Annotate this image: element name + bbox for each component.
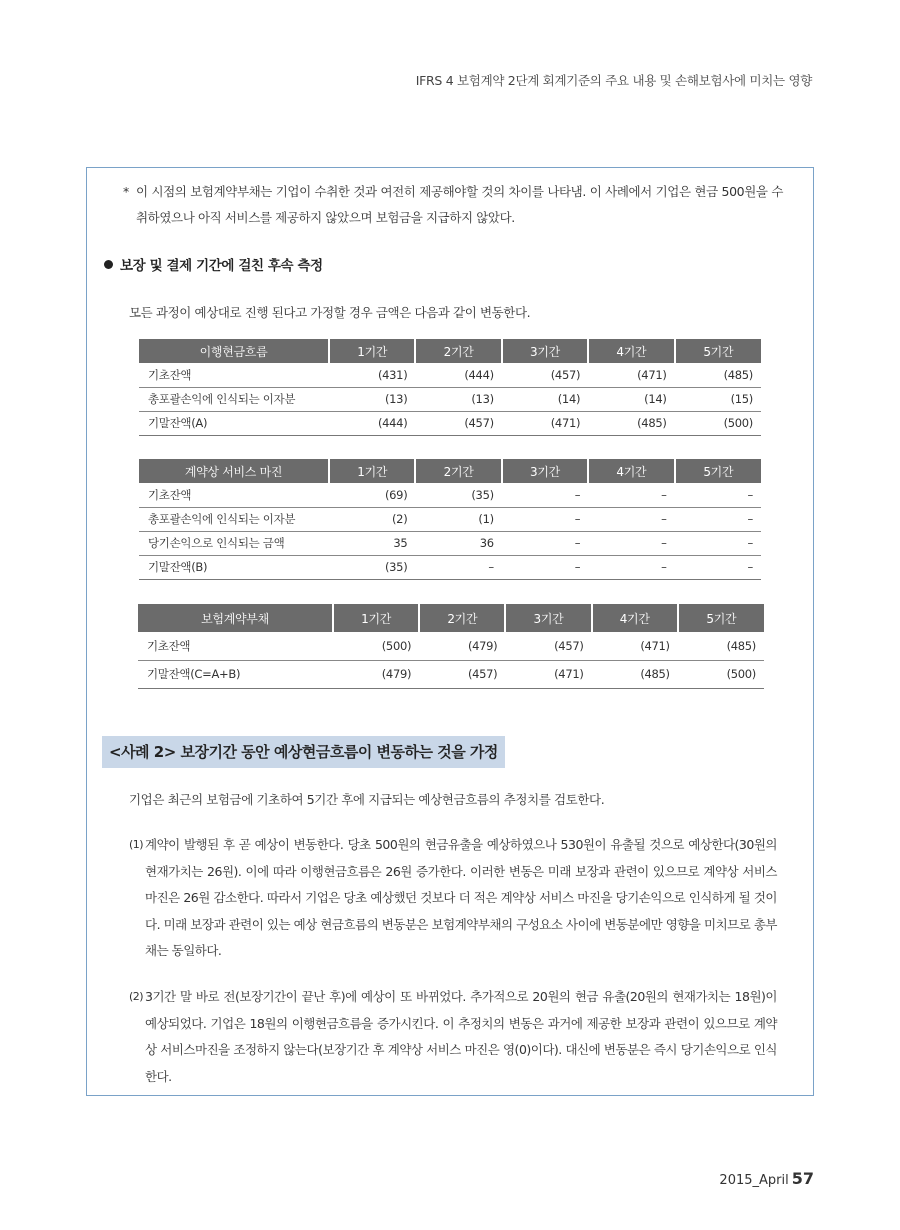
table-cell: (13) bbox=[415, 387, 501, 411]
table-cell: – bbox=[588, 531, 674, 555]
table-cell: (13) bbox=[329, 387, 415, 411]
table-cell: – bbox=[675, 483, 761, 507]
column-header: 3기간 bbox=[505, 604, 591, 632]
row-label: 기초잔액 bbox=[139, 483, 329, 507]
table-cell: (479) bbox=[333, 660, 419, 688]
table-row bbox=[139, 387, 761, 411]
table-cell: (444) bbox=[329, 411, 415, 435]
row-label: 총포괄손익에 인식되는 이자분 bbox=[139, 507, 329, 531]
row-label: 당기손익으로 인식되는 금액 bbox=[139, 531, 329, 555]
table-cell: – bbox=[675, 531, 761, 555]
running-header: IFRS 4 보험계약 2단계 회계기준의 주요 내용 및 손해보험사에 미치는 영향 bbox=[415, 73, 812, 88]
row-label: 기말잔액(C=A+B) bbox=[138, 660, 333, 688]
table-cell: (15) bbox=[675, 387, 761, 411]
column-header: 5기간 bbox=[675, 459, 761, 483]
column-header: 1기간 bbox=[333, 604, 419, 632]
column-header: 5기간 bbox=[678, 604, 764, 632]
table-cell: (485) bbox=[592, 660, 678, 688]
table-header-row bbox=[138, 604, 764, 632]
column-header: 4기간 bbox=[592, 604, 678, 632]
column-header: 3기간 bbox=[502, 459, 588, 483]
table-cell: – bbox=[415, 555, 501, 579]
table-header-row bbox=[139, 339, 761, 363]
table-cell: (471) bbox=[588, 363, 674, 387]
column-header: 4기간 bbox=[588, 339, 674, 363]
row-label: 총포괄손익에 인식되는 이자분 bbox=[139, 387, 329, 411]
table-cell: (479) bbox=[419, 632, 505, 660]
page-number: 57 bbox=[791, 1169, 814, 1188]
table-cell: (35) bbox=[329, 555, 415, 579]
column-header: 보험계약부채 bbox=[138, 604, 333, 632]
table-cell: (1) bbox=[415, 507, 501, 531]
table-cell: (457) bbox=[502, 363, 588, 387]
table-cell: (14) bbox=[502, 387, 588, 411]
table-cell: (500) bbox=[333, 632, 419, 660]
insurance-contract-liability-table bbox=[138, 604, 764, 689]
table-cell: – bbox=[675, 507, 761, 531]
table-cell: (69) bbox=[329, 483, 415, 507]
paragraph-text: 3기간 말 바로 전(보장기간이 끝난 후)에 예상이 또 바뀌었다. 추가적으로 20원의 현금 유출(20원의 현재가치는 18원)이 예상되었다. 기업은 18원의 이행현금흐름을 증가시킨다. 이 추정치의 변동은 과거에 제공한 보장과 관련이 있으므로 계약상 서비스마진을 조정하지 않는다(보장기간 후 계약상 서비스 마진은 영(0)이다). 대신에 변동분은 즉시 당기손익으로 인식한다. bbox=[145, 989, 777, 1084]
column-header: 계약상 서비스 마진 bbox=[139, 459, 329, 483]
table-cell: (485) bbox=[678, 632, 764, 660]
table-cell: (500) bbox=[678, 660, 764, 688]
table-cell: (35) bbox=[415, 483, 501, 507]
table-cell: (2) bbox=[329, 507, 415, 531]
row-label: 기초잔액 bbox=[139, 363, 329, 387]
table-cell: (444) bbox=[415, 363, 501, 387]
table-cell: (485) bbox=[588, 411, 674, 435]
table-cell: 36 bbox=[415, 531, 501, 555]
column-header: 1기간 bbox=[329, 459, 415, 483]
table-cell: (457) bbox=[415, 411, 501, 435]
table-row bbox=[139, 507, 761, 531]
table-cell: (471) bbox=[592, 632, 678, 660]
table-cell: (500) bbox=[675, 411, 761, 435]
row-label: 기초잔액 bbox=[138, 632, 333, 660]
table-cell: – bbox=[675, 555, 761, 579]
table-cell: (471) bbox=[505, 660, 591, 688]
table-cell: – bbox=[588, 555, 674, 579]
table-row bbox=[138, 632, 764, 660]
table-row bbox=[139, 363, 761, 387]
table-cell: – bbox=[502, 555, 588, 579]
bullet-icon bbox=[104, 260, 113, 269]
table-cell: (457) bbox=[419, 660, 505, 688]
table-row bbox=[139, 411, 761, 435]
row-label: 기말잔액(A) bbox=[139, 411, 329, 435]
table-cell: – bbox=[588, 507, 674, 531]
paragraph-number: (1) bbox=[129, 838, 144, 851]
case-2-paragraph-2 bbox=[129, 984, 777, 1090]
row-label: 기말잔액(B) bbox=[139, 555, 329, 579]
column-header: 5기간 bbox=[675, 339, 761, 363]
column-header: 이행현금흐름 bbox=[139, 339, 329, 363]
table-cell: – bbox=[502, 531, 588, 555]
table-cell: (485) bbox=[675, 363, 761, 387]
section-heading bbox=[104, 254, 323, 274]
column-header: 2기간 bbox=[419, 604, 505, 632]
case-2-title: <사례 2> 보장기간 동안 예상현금흐름이 변동하는 것을 가정 bbox=[102, 736, 505, 768]
paragraph-number: (2) bbox=[129, 990, 144, 1003]
column-header: 4기간 bbox=[588, 459, 674, 483]
column-header: 2기간 bbox=[415, 459, 501, 483]
table-cell: (431) bbox=[329, 363, 415, 387]
column-header: 2기간 bbox=[415, 339, 501, 363]
table-row bbox=[139, 483, 761, 507]
contractual-service-margin-table bbox=[139, 459, 761, 580]
table-cell: – bbox=[588, 483, 674, 507]
table-cell: (457) bbox=[505, 632, 591, 660]
table-row bbox=[139, 531, 761, 555]
table-row bbox=[139, 555, 761, 579]
paragraph-text: 계약이 발행된 후 곧 예상이 변동한다. 당초 500원의 현금유출을 예상하였으나 530원이 유출될 것으로 예상한다(30원의 현재가치는 26원). 이에 따라 이행현금흐름은 26원 증가한다. 이러한 변동은 미래 보장과 관련이 있으므로 계약상 서비스 마진은 26원 감소한다. 따라서 기업은 당초 예상했던 것보다 더 적은 계약상 서비스 마진을 당기손익으로 인식하게 될 것이다. 미래 보장과 관련이 있는 예상 현금흐름의 변동분은 보험계약부채의 구성요소 사이에 변동분에만 영향을 미치므로 총부채는 동일하다. bbox=[145, 837, 777, 958]
section-intro: 모든 과정이 예상대로 진행 된다고 가정할 경우 금액은 다음과 같이 변동한다. bbox=[129, 305, 531, 320]
table-cell: 35 bbox=[329, 531, 415, 555]
footnote-marker: * bbox=[123, 184, 129, 199]
case-2-paragraph-1 bbox=[129, 832, 777, 965]
table-row bbox=[138, 660, 764, 688]
page-footer bbox=[719, 1169, 814, 1188]
section-heading-text: 보장 및 결제 기간에 걸친 후속 측정 bbox=[120, 258, 323, 274]
table-cell: – bbox=[502, 507, 588, 531]
column-header: 1기간 bbox=[329, 339, 415, 363]
table-header-row bbox=[139, 459, 761, 483]
case-2-intro: 기업은 최근의 보험금에 기초하여 5기간 후에 지급되는 예상현금흐름의 추정치를 검토한다. bbox=[129, 792, 605, 807]
table-cell: (14) bbox=[588, 387, 674, 411]
column-header: 3기간 bbox=[502, 339, 588, 363]
table-cell: (471) bbox=[502, 411, 588, 435]
fulfilment-cashflow-table bbox=[139, 339, 761, 436]
issue-label: 2015_April bbox=[719, 1173, 789, 1188]
footnote-text: 이 시점의 보험계약부채는 기업이 수취한 것과 여전히 제공해야할 것의 차이를 나타냄. 이 사례에서 기업은 현금 500원을 수취하였으나 아직 서비스를 제공하지 않았으며 보험금을 지급하지 않았다. bbox=[136, 184, 783, 225]
footnote bbox=[123, 179, 783, 231]
table-cell: – bbox=[502, 483, 588, 507]
